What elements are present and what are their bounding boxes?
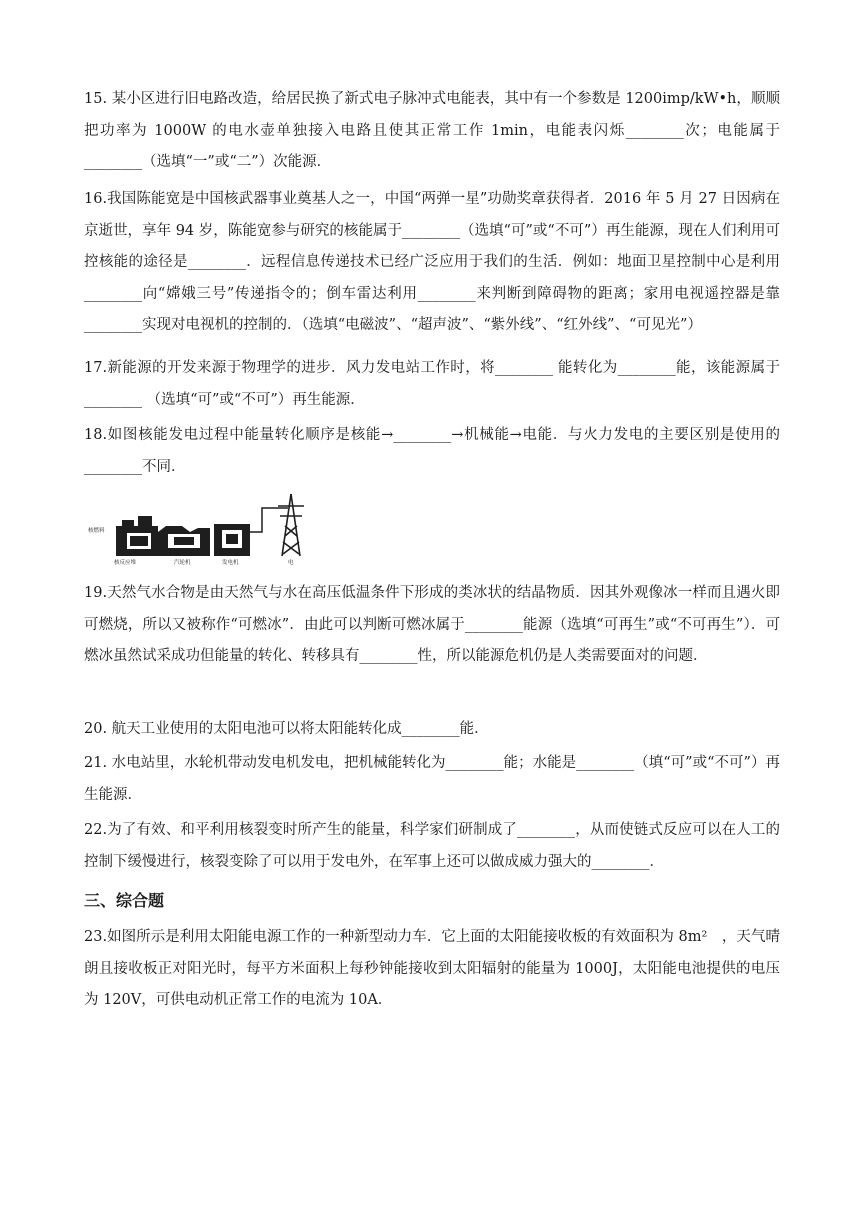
question-22 [84, 815, 780, 878]
question-16-text: 16.我国陈能宽是中国核武器事业奠基人之一，中国“两弹一星”功勋奖章获得者．2016 年 5 月 27 日因病在京逝世，享年 94 岁，陈能宽参与研究的核能属于________（选填“可”或“不可”）再生能源，现在人们利用可控核能的途径是________．远程信息传递技术已经广泛应用于我们的生活．例如：地面卫星控制中心是利用________向“嫦娥三号”传递指令的；倒车雷达利用________来判断到障碍物的距离；家用电视遥控器是靠________实现对电视机的控制的．（选填“电磁波”、“超声波”、“紫外线”、“红外线”、“可见光”） [84, 191, 780, 333]
question-15 [84, 84, 780, 179]
section-title: 三、综合题 [84, 891, 165, 910]
figure-label-generator: 发电机 [222, 560, 239, 566]
figure-label-electricity: 电 [288, 560, 294, 566]
figure-label-fuel: 核燃料 [88, 528, 105, 534]
question-21-text: 21. 水电站里，水轮机带动发电机发电，把机械能转化为________能；水能是________（填“可”或“不可”）再生能源． [84, 755, 780, 803]
question-16 [84, 184, 780, 342]
question-15-text: 15. 某小区进行旧电路改造，给居民换了新式电子脉冲式电能表，其中有一个参数是 1200imp/kW•h，顺顺把功率为 1000W 的电水壶单独接入电路且使其正常工作 1min，电能表闪烁________次；电能属于________（选填“一”或“二”）次能源． [84, 91, 780, 170]
generator-icon [214, 524, 250, 556]
question-23-text: 23.如图所示是利用太阳能电源工作的一种新型动力车．它上面的太阳能接收板的有效面积为 8m² ，天气晴朗且接收板正对阳光时，每平方米面积上每秒钟能接收到太阳辐射的能量为 1000J，太阳能电池提供的电压为 120V，可供电动机正常工作的电流为 10A． [84, 929, 780, 1008]
question-17 [84, 353, 780, 416]
nuclear-power-figure [86, 492, 316, 568]
question-18 [84, 420, 780, 483]
figure-label-reactor: 核反应堆 [114, 560, 137, 566]
question-19-text: 19.天然气水合物是由天然气与水在高压低温条件下形成的类冰状的结晶物质．因其外观像冰一样而且遇火即可燃烧，所以又被称作“可燃冰”．由此可以判断可燃冰属于________能源（选填“可再生”或“不可再生”）．可燃冰虽然试采成功但能量的转化、转移具有________性，所以能源危机仍是人类需要面对的问题． [84, 585, 780, 664]
question-20-text: 20. 航天工业使用的太阳电池可以将太阳能转化成________能． [84, 721, 489, 737]
question-23 [84, 922, 780, 1017]
question-19 [84, 578, 780, 673]
turbine-icon [158, 526, 210, 556]
figure-label-turbine: 汽轮机 [174, 560, 191, 566]
question-18-text: 18.如图核能发电过程中能量转化顺序是核能→________→机械能→电能．与火力发电的主要区别是使用的________不同． [84, 427, 780, 475]
question-17-text: 17.新能源的开发来源于物理学的进步．风力发电站工作时，将________ 能转化为________能，该能源属于________ （选填“可”或“不可”）再生能源． [84, 360, 780, 408]
question-20 [84, 714, 780, 746]
question-22-text: 22.为了有效、和平利用核裂变时所产生的能量，科学家们研制成了________，从而使链式反应可以在人工的控制下缓慢进行，核裂变除了可以用于发电外，在军事上还可以做成威力强大的________． [84, 822, 780, 870]
question-21 [84, 748, 780, 811]
